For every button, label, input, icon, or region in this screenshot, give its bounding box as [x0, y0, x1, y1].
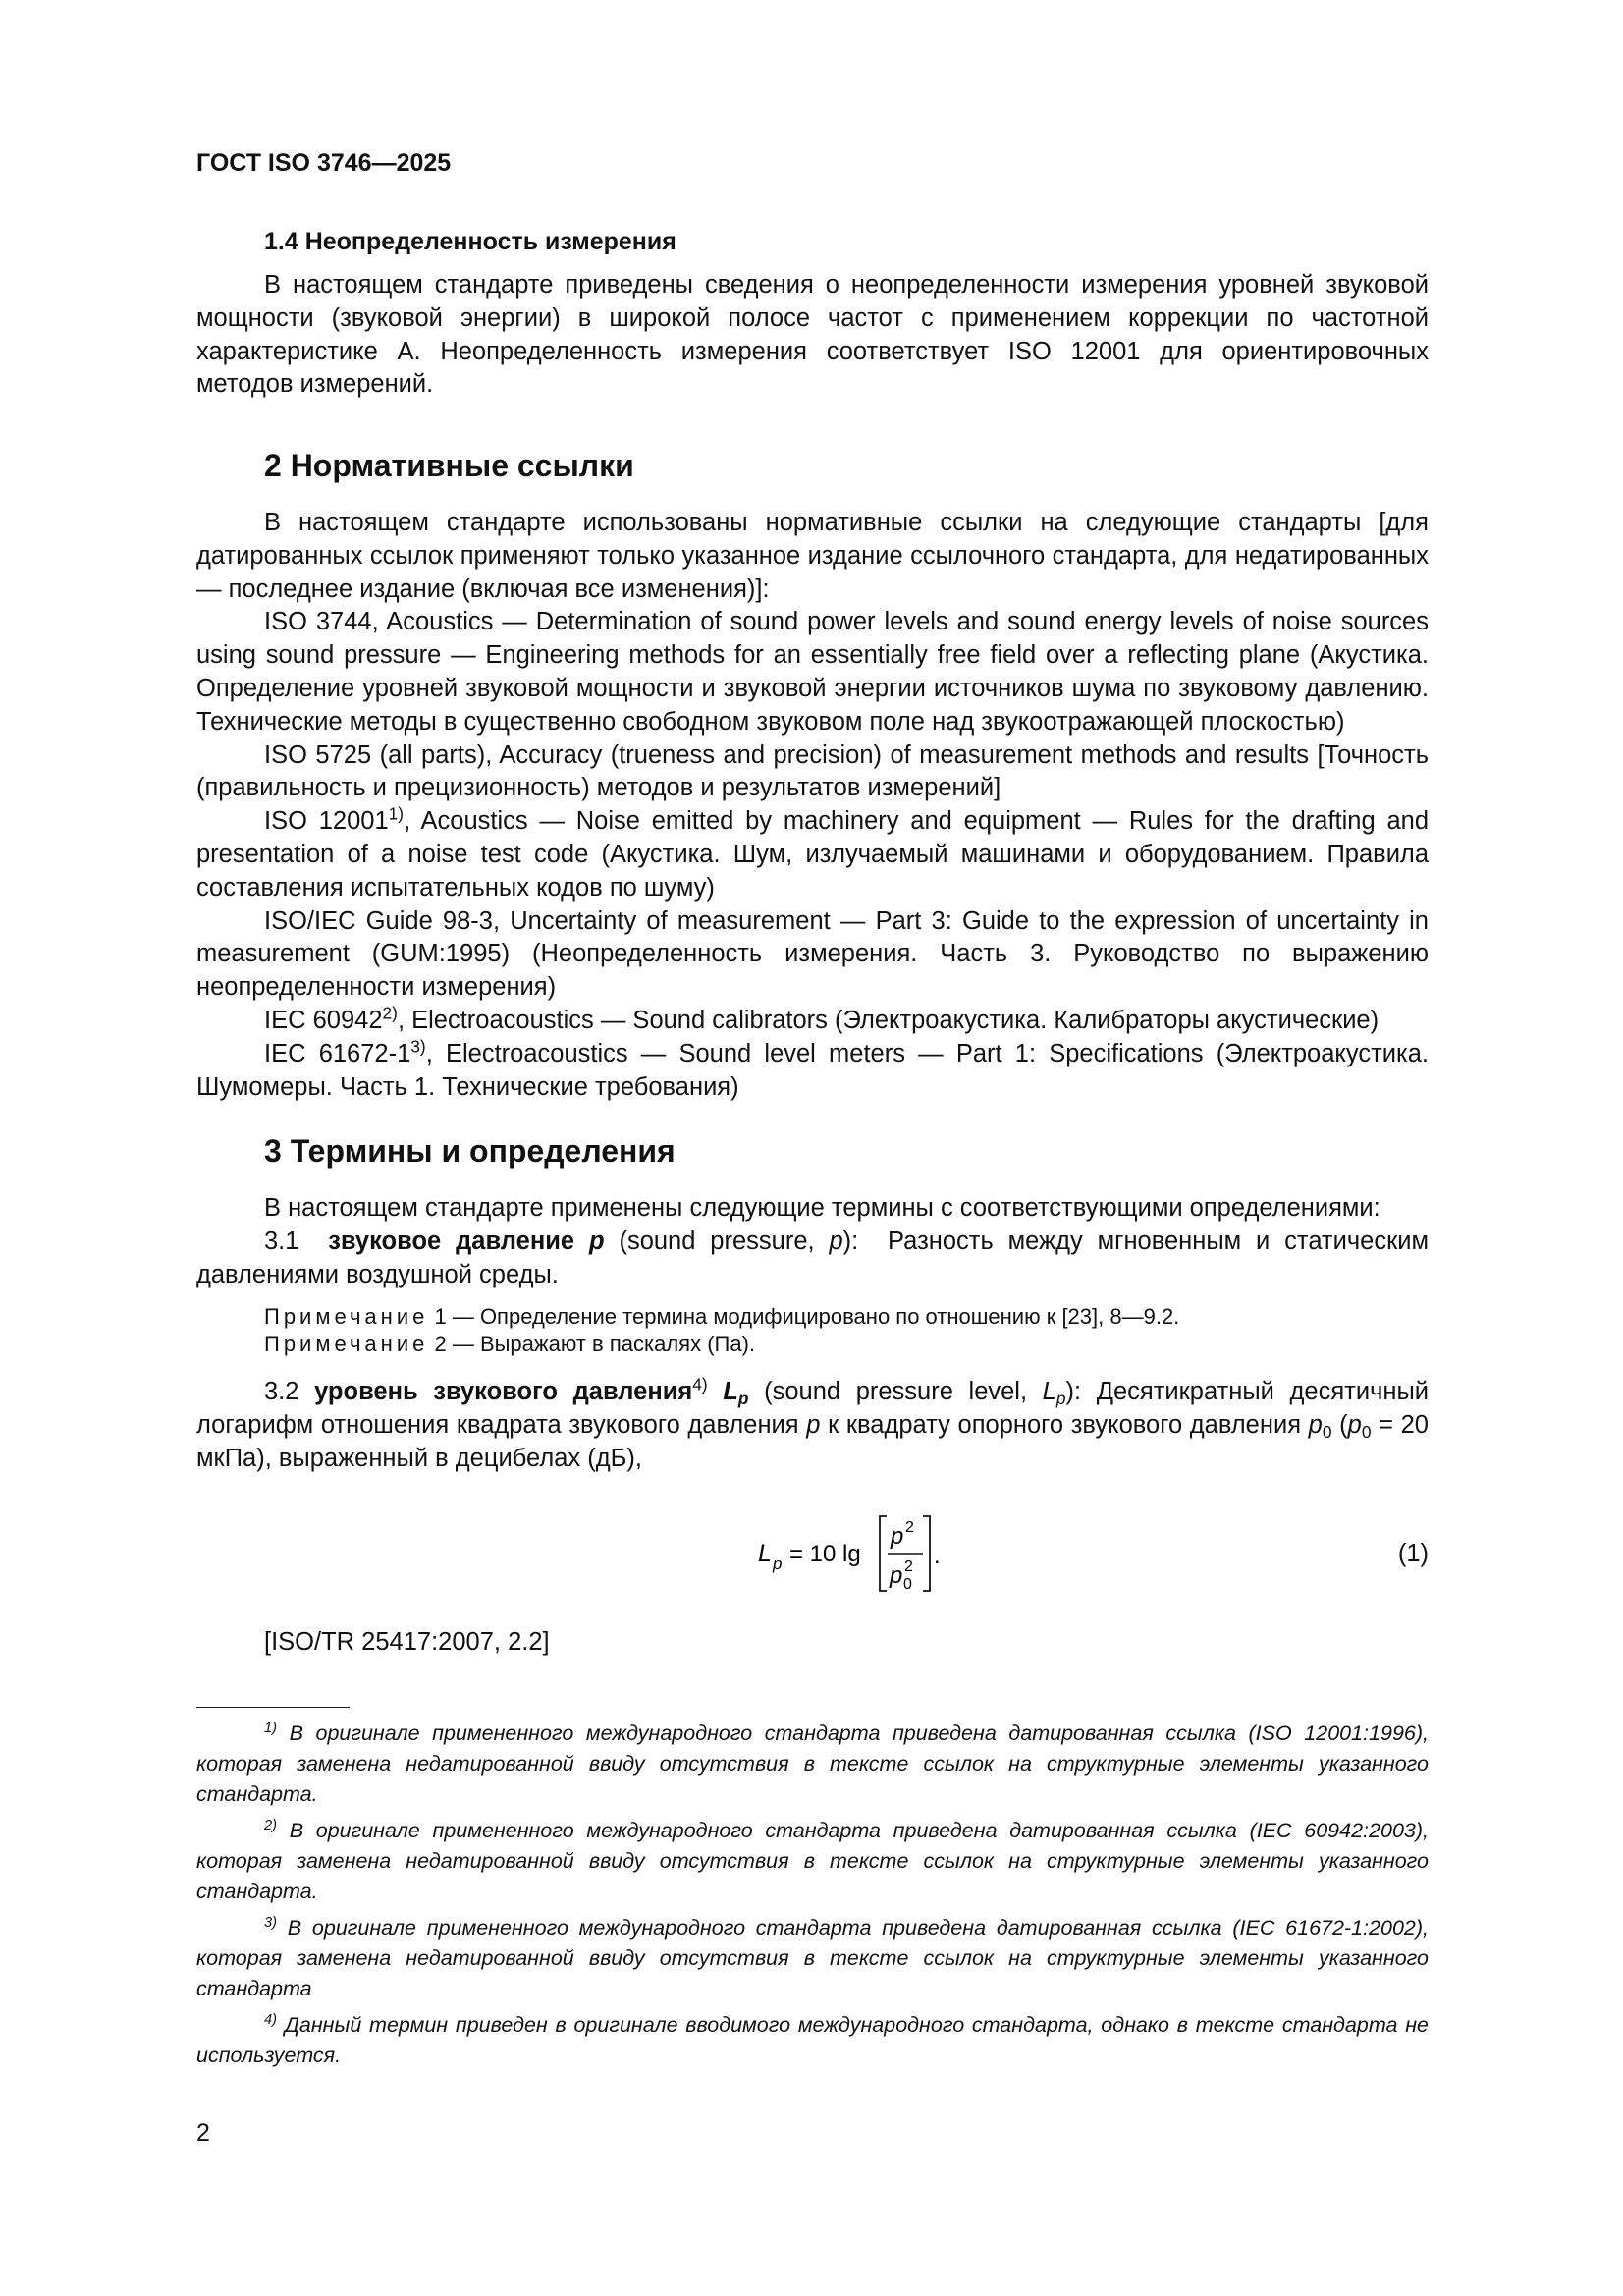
- formula-eq: = 10 lg: [789, 1541, 861, 1567]
- formula-numerator-sup: 2: [905, 1519, 914, 1536]
- footnote-divider: [196, 1707, 350, 1708]
- reference-title: , Electroacoustics — Sound level meters — Part 1: Specifications (Электроакустика. Шумомеры. Часть 1. Технические требования): [196, 1039, 1429, 1101]
- reference-title: , Accuracy (trueness and precision) of measurement methods and results [Точность (правильность и прецизионность) методов и результатов измерений]: [196, 740, 1429, 802]
- term-english-end: ):: [842, 1227, 859, 1255]
- term-3-2: [196, 1376, 1429, 1475]
- section-3-title: 3 Термины и определения: [264, 1133, 676, 1169]
- symbol-p0-sub: 0: [1322, 1422, 1332, 1443]
- term-english-end: ):: [1065, 1378, 1082, 1406]
- paragraph: В настоящем стандарте использованы нормативные ссылки на следующие стандарты [для датированных ссылок применяют только указанное издание ссылочного стандарта, для недатированных — последнее издание (включая все изменения)]:: [196, 509, 1429, 603]
- note-label: Примечание: [264, 1304, 429, 1330]
- footnote-ref: 3): [410, 1036, 426, 1057]
- page-number: 2: [196, 2119, 210, 2147]
- formula-lhs: L: [758, 1540, 772, 1567]
- paren: (: [1339, 1411, 1348, 1440]
- footnote-mark: 4): [264, 2011, 277, 2028]
- formula-1: [756, 1510, 962, 1604]
- formula-denominator: p: [890, 1562, 903, 1589]
- note-text: — Выражают в паскалях (Па).: [446, 1332, 756, 1357]
- symbol-p0: p: [1347, 1411, 1362, 1440]
- reference-code: ISO/IEC Guide 98-3: [264, 906, 493, 935]
- footnote-ref: 1): [388, 803, 405, 824]
- reference-item: [196, 1005, 1429, 1038]
- left-bracket: [880, 1516, 887, 1591]
- section-2-body: [196, 507, 1429, 1104]
- section-3-body: [196, 1192, 1429, 1476]
- footnote-text: В оригинале примененного международного стандарта приведена датированная ссылка (ISO 12001:1996), которая заменена недатированной ввиду отсутствия в тексте ссылок на структурные элементы указанного стандарта.: [196, 1722, 1429, 1806]
- term-number: 3.1: [264, 1227, 299, 1255]
- equation-number: (1): [1397, 1540, 1429, 1567]
- symbol-p0: p: [1308, 1411, 1323, 1440]
- reference-list: [196, 606, 1429, 1104]
- footnote-ref: 4): [692, 1374, 708, 1394]
- paragraph: В настоящем стандарте применены следующие термины с соответствующими определениями:: [264, 1194, 1380, 1222]
- formula-graphic: [756, 1510, 962, 1599]
- formula-denominator-sup: 2: [904, 1558, 913, 1575]
- reference-title: , Electroacoustics — Sound calibrators (Электроакустика. Калибраторы акустические): [397, 1006, 1380, 1034]
- note-label: Примечание: [264, 1332, 429, 1357]
- term-definition: Разность между мгновенным и статическим давлениями воздушной среды.: [196, 1227, 1430, 1288]
- footnote-ref: 2): [382, 1003, 398, 1023]
- footnote: [196, 1719, 1429, 1810]
- note-2: [196, 1331, 1429, 1358]
- term-definition: Десятикратный десятичный логарифм отношения квадрата звукового давления: [196, 1378, 1430, 1440]
- section-2-title: 2 Нормативные ссылки: [264, 448, 634, 483]
- reference-code: IEC 61672-1: [264, 1039, 411, 1067]
- paragraph: В настоящем стандарте приведены сведения о неопределенности измерения уровней звуковой мощности (звуковой энергии) в широкой полосе частот с применением коррекции по частотной характеристике А. Неопределенность измерения соответствует ISO 12001 для ориентировочных методов измерений.: [196, 271, 1429, 399]
- reference-code: IEC 60942: [264, 1006, 383, 1034]
- reference-item: [196, 606, 1429, 738]
- formula-end: .: [934, 1543, 941, 1569]
- reference-item: [196, 739, 1429, 806]
- formula-numerator: p: [891, 1523, 904, 1550]
- note-number: 1: [434, 1304, 447, 1330]
- footnotes: [196, 1719, 1429, 2077]
- footnote: [196, 1816, 1429, 1907]
- reference-item: [196, 805, 1429, 904]
- reference-title: , Acoustics — Determination of sound power levels and sound energy levels of noise sources using sound pressure — Engineering methods for an essentially free field over a reflecting plane (Акустика. Определение уровней звуковой мощности и звуковой энергии источников шума по звуковому давлению. Технические методы в существенно свободном звуковом поле над звукоотражающей плоскостью): [196, 608, 1429, 736]
- term-english-symbol: L: [1042, 1378, 1056, 1406]
- footnote-mark: 1): [264, 1720, 277, 1736]
- source-reference: [ISO/TR 25417:2007, 2.2]: [264, 1628, 550, 1656]
- term-3-1: [196, 1226, 1429, 1292]
- symbol-p: p: [806, 1411, 821, 1440]
- term-english: (sound pressure,: [604, 1227, 830, 1255]
- term-name: звуковое давление: [328, 1227, 575, 1255]
- reference-item: [196, 1038, 1429, 1105]
- note-text: — Определение термина модифицировано по отношению к [23], 8—9.2.: [446, 1304, 1180, 1330]
- term-english-sub: p: [1055, 1389, 1066, 1409]
- term-definition-cont: к квадрату опорного звукового давления: [820, 1411, 1309, 1440]
- note-1: [196, 1303, 1429, 1331]
- footnote-mark: 3): [264, 1914, 277, 1931]
- symbol-p0-sub: 0: [1361, 1422, 1372, 1443]
- term-name: уровень звукового давления: [314, 1378, 693, 1406]
- term-symbol: p: [589, 1227, 605, 1255]
- reference-code: ISO 12001: [264, 807, 389, 836]
- term-definition-end: = 20 мкПа), выраженный в децибелах (дБ),: [196, 1411, 1429, 1472]
- right-bracket: [923, 1516, 930, 1591]
- footnote-text: В оригинале примененного международного стандарта приведена датированная ссылка (IEC 60942:2003), которая заменена недатированной ввиду отсутствия в тексте ссылок на структурные элементы указанного стандарта.: [196, 1819, 1429, 1903]
- footnote: [196, 2010, 1429, 2071]
- section-1-4-title: 1.4 Неопределенность измерения: [264, 228, 676, 255]
- reference-item: [196, 905, 1429, 1005]
- formula-lhs-sub: p: [773, 1555, 783, 1573]
- term-symbol: L: [723, 1378, 738, 1406]
- term-symbol-sub: p: [737, 1389, 749, 1409]
- formula-denominator-sub: 0: [903, 1576, 912, 1593]
- note-number: 2: [434, 1332, 447, 1357]
- footnote: [196, 1913, 1429, 2004]
- footnote-text: В оригинале примененного международного стандарта приведена датированная ссылка (IEC 61672-1:2002), которая заменена недатированной ввиду отсутствия в тексте ссылок на структурные элементы указанного стандарта: [196, 1916, 1429, 2000]
- footnote-mark: 2): [264, 1817, 277, 1833]
- reference-code: ISO 3744: [264, 608, 372, 636]
- document-header: ГОСТ ISO 3746—2025: [196, 149, 452, 177]
- section-1-4-body: [196, 269, 1429, 402]
- reference-title: , Acoustics — Noise emitted by machinery and equipment — Rules for the drafting and presentation of a noise test code (Акустика. Шум, излучаемый машинами и оборудованием. Правила составления испытательных кодов по шуму): [196, 807, 1429, 902]
- term-number: 3.2: [264, 1378, 299, 1406]
- term-english: (sound pressure level,: [748, 1378, 1043, 1406]
- reference-code: ISO 5725 (all parts): [264, 740, 486, 769]
- reference-title: , Uncertainty of measurement — Part 3: Guide to the expression of uncertainty in measurement (GUM:1995) (Неопределенность измерения. Часть 3. Руководство по выражению неопределенности измерения): [196, 906, 1429, 1002]
- term-english-symbol: p: [829, 1227, 843, 1255]
- footnote-text: Данный термин приведен в оригинале вводимого международного стандарта, однако в тексте стандарта не используется.: [196, 2013, 1429, 2067]
